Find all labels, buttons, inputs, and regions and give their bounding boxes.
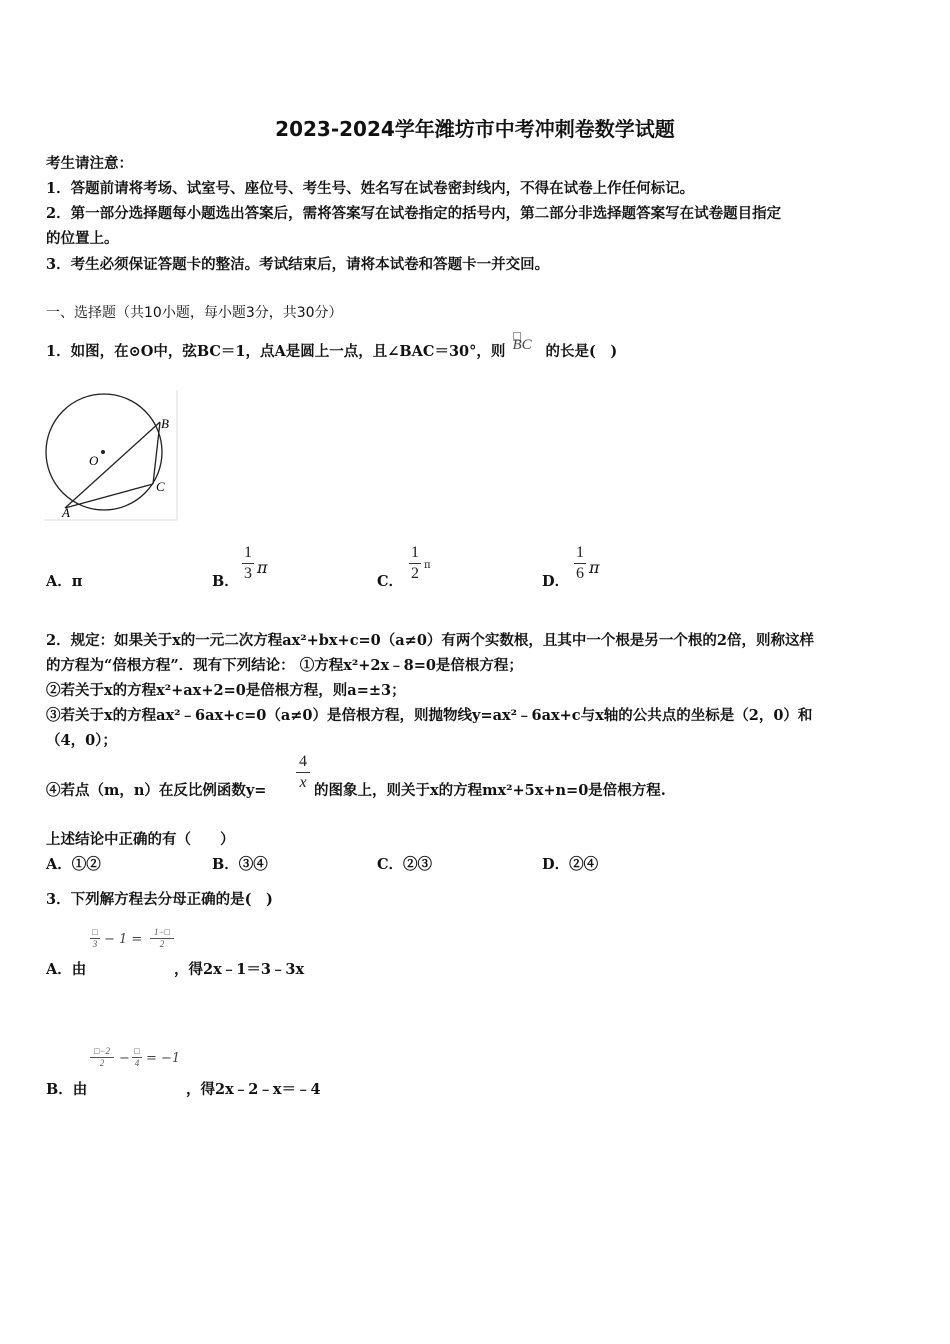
arc-symbol: [510, 337, 540, 356]
page-title: 2023-2024学年潍坊市中考冲刺卷数学试题: [275, 117, 675, 141]
q1-b-den: 3: [244, 565, 252, 582]
q3-b-f1-num: □−2: [93, 1046, 110, 1056]
q2-fraction-4-over-x: [296, 754, 310, 791]
q2-line-3: ②若关于x的方程x²+ax+2=0是倍根方程，则a=±3；: [46, 682, 406, 699]
label-c: C: [156, 479, 165, 494]
q3-a-right-num: 1−□: [153, 927, 170, 937]
arc-label: BC: [512, 337, 532, 353]
q2-option-b: B．③④: [212, 856, 268, 873]
q1-option-b-fraction: [242, 545, 254, 582]
q3-b-f1-den: 2: [99, 1058, 105, 1068]
q1-option-d-fraction: [574, 545, 586, 582]
notice-line-2b: 的位置上。: [46, 230, 119, 247]
q1-option-d: D．: [542, 573, 570, 590]
center-point: [101, 450, 105, 454]
fraction-bar: [296, 772, 310, 773]
notice-line-2a: 2．第一部分选择题每小题选出答案后，需将答案写在试卷指定的括号内，第二部分非选择题答案写在试卷题目指定: [46, 205, 782, 222]
q3-option-b-result: ，得2x﹣2﹣x＝﹣4: [186, 1081, 321, 1098]
q1-option-b: B．: [212, 573, 239, 590]
q3-option-a-result: ，得2x﹣1＝3﹣3x: [174, 961, 305, 978]
q1-stem-part-a: 1．如图，在⊙O中，弦BC＝1，点A是圆上一点，且∠BAC＝30°，则: [46, 343, 506, 360]
q3-a-right-den: 2: [159, 939, 165, 949]
q3-b-right: = −1: [146, 1051, 181, 1066]
q1-b-pi: π: [257, 558, 268, 577]
q3-a-eq-mid: − 1 =: [104, 932, 143, 947]
q3-b-minus: −: [119, 1051, 130, 1066]
q2-option-a: A．①②: [46, 856, 101, 873]
label-a: A: [62, 505, 70, 520]
q3-b-frac-2: [132, 1047, 142, 1068]
q1-d-pi: π: [589, 558, 600, 577]
q1-stem-part-b: 的长是( ): [545, 343, 618, 360]
label-o: O: [89, 453, 99, 468]
q2-frac-den: x: [299, 774, 307, 791]
q2-option-d: D．②④: [542, 856, 599, 873]
q1-d-den: 6: [576, 565, 584, 582]
q1-d-num: 1: [576, 544, 584, 561]
q2-frac-num: 4: [299, 753, 307, 770]
label-b: B: [161, 416, 169, 431]
chord-bc: [153, 422, 160, 484]
q1-stem: [46, 337, 618, 361]
notice-line-1: 1．答题前请将考场、试室号、座位号、考生号、姓名写在试卷密封线内，不得在试卷上作任何标记。: [46, 180, 695, 197]
q2-ask: 上述结论中正确的有（ ）: [46, 831, 235, 848]
q1-option-c-fraction: [409, 545, 421, 582]
q2-line-4: ③若关于x的方程ax²﹣6ax+c=0（a≠0）是倍根方程，则抛物线y=ax²﹣6ax+c与x轴的公共点的坐标是（2，0）和: [46, 707, 813, 724]
notice-heading: 考生请注意：: [46, 155, 133, 172]
q3-a-frac-left: [90, 928, 100, 949]
q3-a-left-den: 3: [92, 939, 98, 949]
q1-option-a: A．π: [46, 573, 83, 590]
q3-b-frac-1: [90, 1047, 114, 1068]
q2-line-5: （4，0）；: [46, 732, 117, 749]
fraction-bar: [409, 563, 421, 564]
q3-a-frac-right: [150, 928, 174, 949]
q1-c-num: 1: [411, 544, 419, 561]
section-heading: 一、选择题（共10小题，每小题3分，共30分）: [46, 305, 343, 321]
q1-c-den: 2: [411, 565, 419, 582]
q3-option-b-label: B．由: [46, 1081, 88, 1098]
q3-option-a-label: A．由: [46, 961, 87, 978]
fraction-bar: [242, 563, 254, 564]
q3-b-f2-den: 4: [134, 1058, 140, 1068]
q3-stem: 3．下列解方程去分母正确的是( ): [46, 891, 273, 908]
q2-line-6b: 的图象上，则关于x的方程mx²+5x+n=0是倍根方程.: [314, 782, 666, 799]
q2-option-c: C．②③: [377, 856, 433, 873]
notice-line-3: 3．考生必须保证答题卡的整洁。考试结束后，请将本试卷和答题卡一并交回。: [46, 256, 550, 273]
q2-line-1: 2．规定：如果关于x的一元二次方程ax²+bx+c=0（a≠0）有两个实数根，且其中一个根是另一个根的2倍，则称这样: [46, 632, 814, 649]
q1-b-num: 1: [244, 544, 252, 561]
q3-b-f2-num: □: [134, 1046, 140, 1056]
q1-c-pi: π: [424, 560, 431, 571]
q1-circle-figure: [44, 390, 179, 522]
q2-line-2: 的方程为“倍根方程”．现有下列结论： ①方程x²+2x﹣8=0是倍根方程；: [46, 657, 523, 674]
q2-line-6a: ④若点（m，n）在反比例函数y=: [46, 782, 267, 799]
q3-a-left-num: □: [92, 927, 98, 937]
fraction-bar: [574, 563, 586, 564]
q1-option-c: C．: [377, 573, 404, 590]
